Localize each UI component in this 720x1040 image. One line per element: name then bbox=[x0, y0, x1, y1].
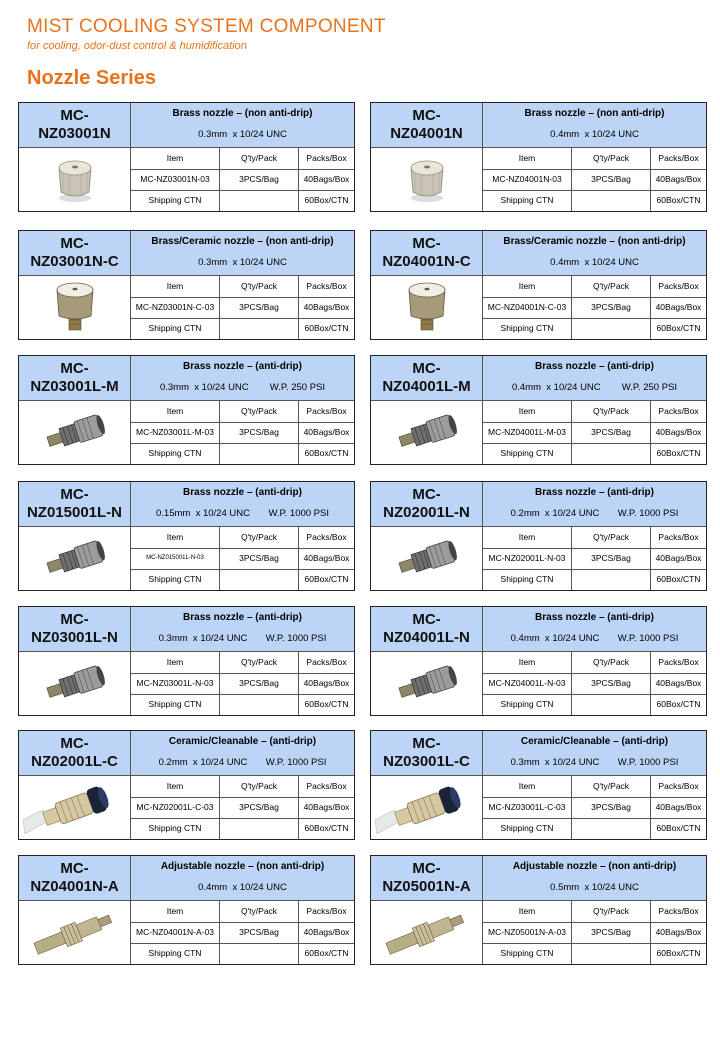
product-code-prefix: MC- bbox=[412, 486, 441, 503]
ctn-cell: 60Box/CTN bbox=[304, 699, 349, 709]
qty-cell: 3PCS/Bag bbox=[220, 548, 299, 569]
product-spec: 0.2mm x 10/24 UNC W.P. 1000 PSI bbox=[510, 508, 679, 519]
product-description: Brass/Ceramic nozzle – (non anti-drip) bbox=[151, 236, 334, 247]
product-table bbox=[131, 527, 354, 590]
product-code bbox=[19, 356, 131, 400]
column-header-item: Item bbox=[483, 776, 572, 797]
empty-cell bbox=[220, 943, 299, 964]
item-code-cell: MC-NZ03001L-C-03 bbox=[483, 797, 572, 818]
packs-cell: 40Bags/Box bbox=[655, 302, 702, 312]
item-code-cell: MC-NZ05001N-A-03 bbox=[483, 922, 572, 943]
shipping-row bbox=[131, 943, 354, 964]
table-row bbox=[483, 922, 706, 944]
product-card bbox=[18, 606, 355, 716]
qty-cell: 3PCS/Bag bbox=[572, 169, 651, 190]
shipping-label: Shipping CTN bbox=[483, 443, 572, 464]
empty-cell bbox=[220, 818, 299, 839]
item-code-cell: MC-NZ04001N-C-03 bbox=[483, 297, 572, 318]
column-header-packs: Packs/Box bbox=[658, 532, 699, 542]
qty-cell: 3PCS/Bag bbox=[220, 297, 299, 318]
column-header-qty: Q'ty/Pack bbox=[572, 276, 651, 297]
product-description: Adjustable nozzle – (non anti-drip) bbox=[160, 861, 325, 872]
shipping-row bbox=[483, 443, 706, 464]
product-image bbox=[19, 148, 131, 211]
item-code-cell: MC-NZ015001L-N-03 bbox=[131, 548, 220, 569]
item-code-cell: MC-NZ03001L-N-03 bbox=[131, 673, 220, 694]
shipping-label: Shipping CTN bbox=[131, 190, 220, 211]
product-table bbox=[483, 901, 706, 964]
product-code-prefix: MC- bbox=[60, 860, 89, 877]
column-header-packs: Packs/Box bbox=[658, 406, 699, 416]
packs-cell: 40Bags/Box bbox=[655, 427, 702, 437]
product-code bbox=[19, 231, 131, 275]
product-table bbox=[131, 401, 354, 464]
product-code bbox=[371, 731, 483, 775]
shipping-label: Shipping CTN bbox=[483, 818, 572, 839]
ctn-cell: 60Box/CTN bbox=[656, 699, 701, 709]
product-code-number: NZ03001L-N bbox=[31, 629, 118, 646]
column-header-qty: Q'ty/Pack bbox=[572, 401, 651, 422]
product-code-number: NZ04001N-C bbox=[382, 253, 471, 270]
product-code-prefix: MC- bbox=[412, 107, 441, 124]
table-row bbox=[483, 548, 706, 570]
table-row bbox=[483, 422, 706, 444]
product-spec: 0.3mm x 10/24 UNC W.P. 1000 PSI bbox=[510, 757, 679, 768]
table-row bbox=[131, 548, 354, 570]
packs-cell: 40Bags/Box bbox=[655, 927, 702, 937]
product-header bbox=[371, 607, 706, 652]
packs-cell: 40Bags/Box bbox=[303, 927, 350, 937]
table-header-row bbox=[483, 776, 706, 798]
product-code-number: NZ03001L-C bbox=[383, 753, 470, 770]
product-spec: 0.3mm x 10/24 UNC W.P. 250 PSI bbox=[159, 382, 326, 393]
product-code-number: NZ03001L-M bbox=[30, 378, 119, 395]
packs-cell: 40Bags/Box bbox=[303, 302, 350, 312]
qty-cell: 3PCS/Bag bbox=[572, 297, 651, 318]
product-table bbox=[131, 776, 354, 839]
column-header-qty: Q'ty/Pack bbox=[220, 527, 299, 548]
product-card bbox=[370, 230, 707, 340]
empty-cell bbox=[572, 569, 651, 590]
product-code-prefix: MC- bbox=[60, 107, 89, 124]
product-image bbox=[19, 527, 131, 590]
ctn-cell: 60Box/CTN bbox=[656, 948, 701, 958]
table-row bbox=[131, 169, 354, 191]
product-code-prefix: MC- bbox=[60, 360, 89, 377]
qty-cell: 3PCS/Bag bbox=[572, 673, 651, 694]
column-header-item: Item bbox=[131, 148, 220, 169]
product-code bbox=[19, 482, 131, 526]
shipping-label: Shipping CTN bbox=[483, 694, 572, 715]
ctn-cell: 60Box/CTN bbox=[304, 823, 349, 833]
column-header-qty: Q'ty/Pack bbox=[572, 527, 651, 548]
empty-cell bbox=[572, 318, 651, 339]
packs-cell: 40Bags/Box bbox=[303, 427, 350, 437]
column-header-packs: Packs/Box bbox=[658, 281, 699, 291]
product-table bbox=[483, 276, 706, 339]
shipping-row bbox=[131, 694, 354, 715]
item-code-cell: MC-NZ02001L-N-03 bbox=[483, 548, 572, 569]
ctn-cell: 60Box/CTN bbox=[304, 195, 349, 205]
product-code bbox=[371, 231, 483, 275]
item-code-cell: MC-NZ04001L-N-03 bbox=[483, 673, 572, 694]
product-image bbox=[19, 776, 131, 839]
column-header-qty: Q'ty/Pack bbox=[572, 148, 651, 169]
shipping-row bbox=[131, 190, 354, 211]
table-header-row bbox=[483, 276, 706, 298]
column-header-qty: Q'ty/Pack bbox=[572, 652, 651, 673]
item-code-cell: MC-NZ04001N-A-03 bbox=[131, 922, 220, 943]
product-image bbox=[371, 148, 483, 211]
product-table bbox=[131, 901, 354, 964]
product-card bbox=[370, 355, 707, 465]
shipping-label: Shipping CTN bbox=[483, 318, 572, 339]
table-header-row bbox=[131, 652, 354, 674]
table-row bbox=[483, 297, 706, 319]
packs-cell: 40Bags/Box bbox=[655, 802, 702, 812]
column-header-item: Item bbox=[131, 652, 220, 673]
ctn-cell: 60Box/CTN bbox=[656, 195, 701, 205]
table-row bbox=[131, 422, 354, 444]
product-code-prefix: MC- bbox=[60, 611, 89, 628]
product-code-prefix: MC- bbox=[412, 860, 441, 877]
product-header bbox=[19, 856, 354, 901]
product-spec: 0.15mm x 10/24 UNC W.P. 1000 PSI bbox=[155, 508, 329, 519]
empty-cell bbox=[220, 694, 299, 715]
column-header-packs: Packs/Box bbox=[658, 153, 699, 163]
table-header-row bbox=[131, 148, 354, 170]
shipping-label: Shipping CTN bbox=[131, 443, 220, 464]
product-code-prefix: MC- bbox=[412, 735, 441, 752]
product-code-number: NZ04001N-A bbox=[30, 878, 119, 895]
product-image bbox=[371, 276, 483, 339]
empty-cell bbox=[572, 818, 651, 839]
table-header-row bbox=[483, 652, 706, 674]
column-header-packs: Packs/Box bbox=[306, 906, 347, 916]
product-header bbox=[19, 103, 354, 148]
shipping-label: Shipping CTN bbox=[131, 318, 220, 339]
column-header-item: Item bbox=[483, 276, 572, 297]
shipping-label: Shipping CTN bbox=[483, 569, 572, 590]
ctn-cell: 60Box/CTN bbox=[304, 948, 349, 958]
shipping-row bbox=[131, 818, 354, 839]
shipping-row bbox=[483, 818, 706, 839]
product-code-prefix: MC- bbox=[60, 735, 89, 752]
product-spec: 0.4mm x 10/24 UNC bbox=[550, 257, 639, 268]
table-header-row bbox=[483, 527, 706, 549]
product-code-number: NZ04001L-N bbox=[383, 629, 470, 646]
table-header-row bbox=[483, 401, 706, 423]
table-header-row bbox=[483, 148, 706, 170]
column-header-packs: Packs/Box bbox=[306, 406, 347, 416]
column-header-packs: Packs/Box bbox=[658, 781, 699, 791]
product-code-number: NZ03001N-C bbox=[30, 253, 119, 270]
column-header-qty: Q'ty/Pack bbox=[220, 276, 299, 297]
item-code-cell: MC-NZ02001L-C-03 bbox=[131, 797, 220, 818]
product-code-number: NZ02001L-N bbox=[383, 504, 470, 521]
product-spec: 0.2mm x 10/24 UNC W.P. 1000 PSI bbox=[158, 757, 327, 768]
product-code bbox=[371, 356, 483, 400]
product-table bbox=[483, 148, 706, 211]
product-description: Brass nozzle – (anti-drip) bbox=[535, 487, 654, 498]
empty-cell bbox=[220, 318, 299, 339]
table-row bbox=[131, 297, 354, 319]
empty-cell bbox=[572, 443, 651, 464]
product-spec: 0.3mm x 10/24 UNC bbox=[198, 257, 287, 268]
product-card bbox=[18, 855, 355, 965]
product-code-number: NZ03001N bbox=[38, 125, 111, 142]
product-spec: 0.4mm x 10/24 UNC bbox=[550, 129, 639, 140]
column-header-item: Item bbox=[483, 901, 572, 922]
shipping-label: Shipping CTN bbox=[131, 818, 220, 839]
column-header-item: Item bbox=[483, 148, 572, 169]
product-card bbox=[370, 855, 707, 965]
product-code bbox=[19, 731, 131, 775]
product-header bbox=[19, 607, 354, 652]
shipping-label: Shipping CTN bbox=[131, 943, 220, 964]
product-table bbox=[483, 652, 706, 715]
product-card bbox=[18, 102, 355, 212]
product-description: Ceramic/Cleanable – (anti-drip) bbox=[520, 736, 669, 747]
product-header bbox=[19, 482, 354, 527]
packs-cell: 40Bags/Box bbox=[655, 553, 702, 563]
product-spec: 0.5mm x 10/24 UNC bbox=[550, 882, 639, 893]
table-header-row bbox=[131, 901, 354, 923]
item-code-cell: MC-NZ04001N-03 bbox=[483, 169, 572, 190]
column-header-qty: Q'ty/Pack bbox=[220, 652, 299, 673]
shipping-label: Shipping CTN bbox=[483, 943, 572, 964]
qty-cell: 3PCS/Bag bbox=[572, 548, 651, 569]
shipping-row bbox=[483, 694, 706, 715]
product-header bbox=[19, 356, 354, 401]
packs-cell: 40Bags/Box bbox=[303, 174, 350, 184]
table-header-row bbox=[131, 276, 354, 298]
column-header-item: Item bbox=[131, 901, 220, 922]
qty-cell: 3PCS/Bag bbox=[220, 922, 299, 943]
product-code-number: NZ02001L-C bbox=[31, 753, 118, 770]
product-description: Brass nozzle – (anti-drip) bbox=[183, 612, 302, 623]
product-description: Adjustable nozzle – (non anti-drip) bbox=[512, 861, 677, 872]
product-description: Brass/Ceramic nozzle – (non anti-drip) bbox=[503, 236, 686, 247]
product-card bbox=[18, 730, 355, 840]
ctn-cell: 60Box/CTN bbox=[304, 574, 349, 584]
column-header-packs: Packs/Box bbox=[306, 153, 347, 163]
product-table bbox=[131, 148, 354, 211]
column-header-qty: Q'ty/Pack bbox=[220, 401, 299, 422]
product-image bbox=[19, 276, 131, 339]
product-description: Brass nozzle – (anti-drip) bbox=[183, 487, 302, 498]
table-row bbox=[483, 797, 706, 819]
product-header bbox=[371, 103, 706, 148]
empty-cell bbox=[572, 943, 651, 964]
ctn-cell: 60Box/CTN bbox=[656, 574, 701, 584]
empty-cell bbox=[572, 694, 651, 715]
column-header-qty: Q'ty/Pack bbox=[572, 901, 651, 922]
product-header bbox=[371, 356, 706, 401]
product-table bbox=[483, 401, 706, 464]
qty-cell: 3PCS/Bag bbox=[220, 169, 299, 190]
table-row bbox=[483, 673, 706, 695]
table-row bbox=[483, 169, 706, 191]
column-header-qty: Q'ty/Pack bbox=[220, 901, 299, 922]
packs-cell: 40Bags/Box bbox=[655, 174, 702, 184]
product-code-prefix: MC- bbox=[412, 235, 441, 252]
item-code-cell: MC-NZ03001L-M-03 bbox=[131, 422, 220, 443]
packs-cell: 40Bags/Box bbox=[303, 802, 350, 812]
shipping-label: Shipping CTN bbox=[483, 190, 572, 211]
product-card bbox=[370, 730, 707, 840]
qty-cell: 3PCS/Bag bbox=[220, 422, 299, 443]
product-header bbox=[371, 731, 706, 776]
product-image bbox=[19, 901, 131, 964]
empty-cell bbox=[220, 443, 299, 464]
product-description: Brass nozzle – (non anti-drip) bbox=[172, 108, 313, 119]
column-header-qty: Q'ty/Pack bbox=[572, 776, 651, 797]
product-card bbox=[370, 481, 707, 591]
table-header-row bbox=[131, 776, 354, 798]
ctn-cell: 60Box/CTN bbox=[304, 448, 349, 458]
product-code-number: NZ04001N bbox=[390, 125, 463, 142]
table-header-row bbox=[483, 901, 706, 923]
item-code-cell: MC-NZ03001N-C-03 bbox=[131, 297, 220, 318]
product-image bbox=[371, 401, 483, 464]
product-description: Brass nozzle – (anti-drip) bbox=[535, 612, 654, 623]
qty-cell: 3PCS/Bag bbox=[220, 673, 299, 694]
qty-cell: 3PCS/Bag bbox=[572, 922, 651, 943]
empty-cell bbox=[220, 190, 299, 211]
column-header-item: Item bbox=[483, 652, 572, 673]
product-spec: 0.4mm x 10/24 UNC W.P. 1000 PSI bbox=[510, 633, 679, 644]
product-code-prefix: MC- bbox=[412, 611, 441, 628]
item-code-cell: MC-NZ03001N-03 bbox=[131, 169, 220, 190]
packs-cell: 40Bags/Box bbox=[655, 678, 702, 688]
column-header-item: Item bbox=[483, 401, 572, 422]
product-description: Ceramic/Cleanable – (anti-drip) bbox=[168, 736, 317, 747]
product-description: Brass nozzle – (anti-drip) bbox=[183, 361, 302, 372]
shipping-row bbox=[483, 318, 706, 339]
product-table bbox=[131, 652, 354, 715]
column-header-item: Item bbox=[131, 401, 220, 422]
qty-cell: 3PCS/Bag bbox=[220, 797, 299, 818]
product-code bbox=[371, 856, 483, 900]
product-spec: 0.4mm x 10/24 UNC W.P. 250 PSI bbox=[511, 382, 678, 393]
product-description: Brass nozzle – (anti-drip) bbox=[535, 361, 654, 372]
shipping-row bbox=[483, 943, 706, 964]
product-code bbox=[371, 103, 483, 147]
shipping-row bbox=[131, 443, 354, 464]
product-code bbox=[19, 856, 131, 900]
product-code bbox=[19, 103, 131, 147]
ctn-cell: 60Box/CTN bbox=[656, 823, 701, 833]
product-image bbox=[19, 652, 131, 715]
page-title: MIST COOLING SYSTEM COMPONENT bbox=[27, 16, 386, 37]
shipping-row bbox=[483, 569, 706, 590]
ctn-cell: 60Box/CTN bbox=[656, 323, 701, 333]
table-row bbox=[131, 673, 354, 695]
product-table bbox=[483, 527, 706, 590]
product-image bbox=[371, 527, 483, 590]
column-header-qty: Q'ty/Pack bbox=[220, 776, 299, 797]
table-header-row bbox=[131, 527, 354, 549]
shipping-label: Shipping CTN bbox=[131, 694, 220, 715]
product-image bbox=[371, 652, 483, 715]
product-image bbox=[371, 776, 483, 839]
product-header bbox=[371, 231, 706, 276]
qty-cell: 3PCS/Bag bbox=[572, 422, 651, 443]
product-spec: 0.3mm x 10/24 UNC bbox=[198, 129, 287, 140]
product-card bbox=[18, 230, 355, 340]
product-code-number: NZ04001L-M bbox=[382, 378, 471, 395]
product-header bbox=[19, 231, 354, 276]
column-header-item: Item bbox=[131, 527, 220, 548]
product-image bbox=[371, 901, 483, 964]
shipping-row bbox=[131, 569, 354, 590]
product-card bbox=[370, 102, 707, 212]
product-code-prefix: MC- bbox=[412, 360, 441, 377]
column-header-qty: Q'ty/Pack bbox=[220, 148, 299, 169]
product-code-prefix: MC- bbox=[60, 486, 89, 503]
product-header bbox=[371, 856, 706, 901]
empty-cell bbox=[220, 569, 299, 590]
product-header bbox=[371, 482, 706, 527]
table-header-row bbox=[131, 401, 354, 423]
product-spec: 0.3mm x 10/24 UNC W.P. 1000 PSI bbox=[158, 633, 327, 644]
table-row bbox=[131, 922, 354, 944]
column-header-packs: Packs/Box bbox=[658, 657, 699, 667]
empty-cell bbox=[572, 190, 651, 211]
column-header-item: Item bbox=[131, 276, 220, 297]
product-card bbox=[18, 481, 355, 591]
column-header-packs: Packs/Box bbox=[306, 781, 347, 791]
product-code-prefix: MC- bbox=[60, 235, 89, 252]
product-card bbox=[18, 355, 355, 465]
product-code-number: NZ05001N-A bbox=[382, 878, 471, 895]
ctn-cell: 60Box/CTN bbox=[656, 448, 701, 458]
shipping-label: Shipping CTN bbox=[131, 569, 220, 590]
column-header-packs: Packs/Box bbox=[306, 281, 347, 291]
packs-cell: 40Bags/Box bbox=[303, 553, 350, 563]
product-header bbox=[19, 731, 354, 776]
section-title: Nozzle Series bbox=[27, 67, 156, 89]
product-code bbox=[19, 607, 131, 651]
product-card bbox=[370, 606, 707, 716]
shipping-row bbox=[483, 190, 706, 211]
ctn-cell: 60Box/CTN bbox=[304, 323, 349, 333]
column-header-packs: Packs/Box bbox=[306, 657, 347, 667]
product-table bbox=[131, 276, 354, 339]
item-code-cell: MC-NZ04001L-M-03 bbox=[483, 422, 572, 443]
column-header-packs: Packs/Box bbox=[306, 532, 347, 542]
product-image bbox=[19, 401, 131, 464]
page-subtitle: for cooling, odor-dust control & humidification bbox=[27, 40, 247, 52]
column-header-packs: Packs/Box bbox=[658, 906, 699, 916]
product-description: Brass nozzle – (non anti-drip) bbox=[524, 108, 665, 119]
packs-cell: 40Bags/Box bbox=[303, 678, 350, 688]
shipping-row bbox=[131, 318, 354, 339]
product-code bbox=[371, 482, 483, 526]
column-header-item: Item bbox=[483, 527, 572, 548]
qty-cell: 3PCS/Bag bbox=[572, 797, 651, 818]
product-spec: 0.4mm x 10/24 UNC bbox=[198, 882, 287, 893]
product-table bbox=[483, 776, 706, 839]
product-code bbox=[371, 607, 483, 651]
column-header-item: Item bbox=[131, 776, 220, 797]
product-code-number: NZ015001L-N bbox=[26, 504, 123, 521]
table-row bbox=[131, 797, 354, 819]
